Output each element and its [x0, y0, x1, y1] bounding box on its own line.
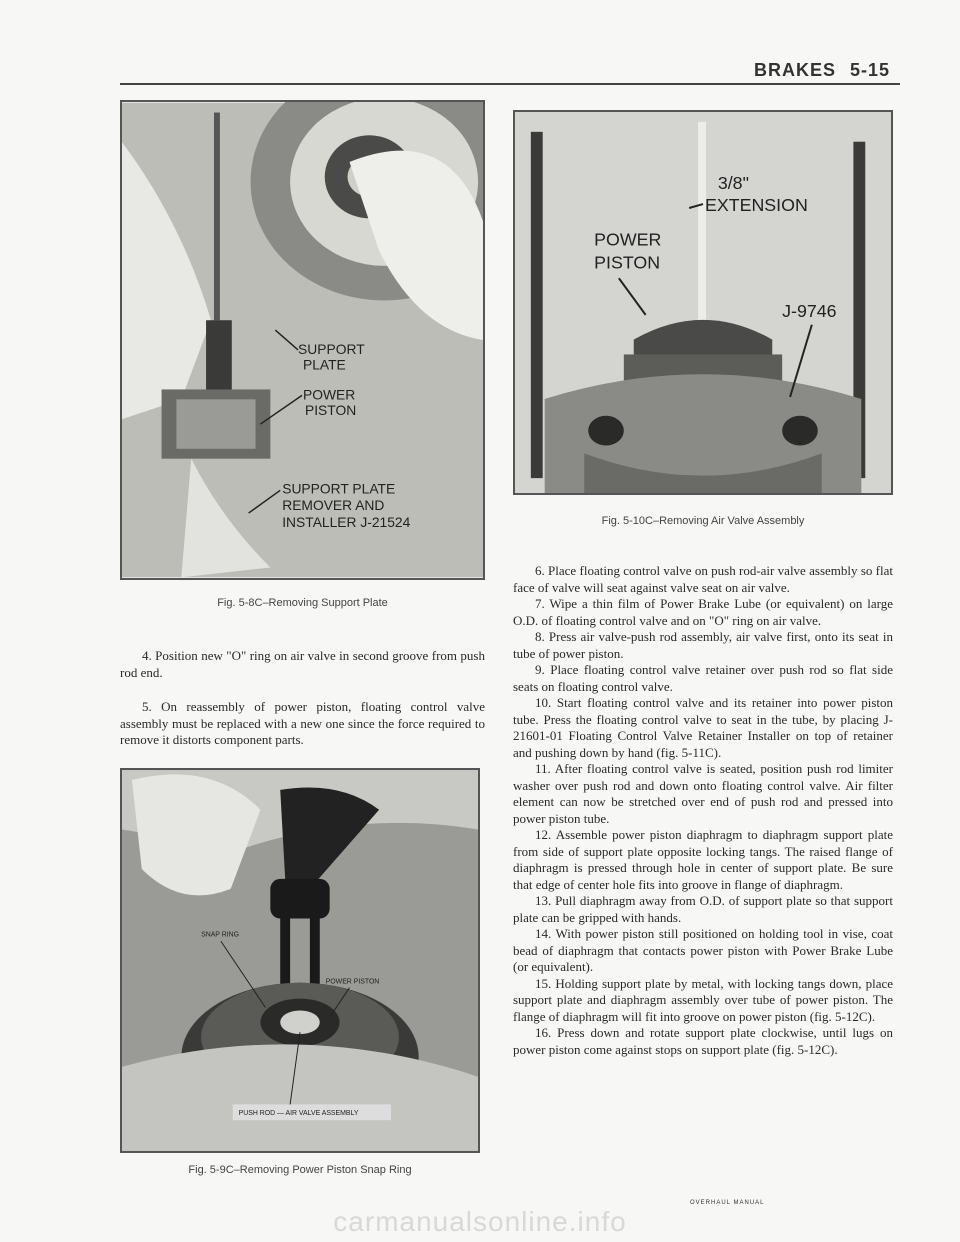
- header-rule: [120, 83, 900, 85]
- step-4: 4. Position new "O" ring on air valve in second groove from push rod end.: [120, 648, 485, 680]
- fig10-label-extension-1: 3/8": [717, 173, 749, 194]
- step-16: 16. Press down and rotate support plate clockwise, until lugs on power piston come against stops on support plate (fig. 5-12C).: [513, 1025, 893, 1057]
- air-valve-removal-image: [515, 112, 891, 493]
- left-column-text: [120, 648, 485, 749]
- support-plate-removal-image: [122, 102, 483, 578]
- section-title: BRAKES: [753, 60, 836, 80]
- step-15: 15. Holding support plate by metal, with locking tangs down, place support plate and diaphragm assembly over tube of power piston. The flange of diaphragm will fit into groove on power piston (fig. 5-12C).: [513, 975, 893, 1024]
- page-number: 5-15: [849, 60, 890, 80]
- step-14: 14. With power piston still positioned on holding tool in vise, coat bead of diaphragm that contacts power piston with Power Brake Lube (or equivalent).: [513, 926, 893, 974]
- figure-5-9c-photo: [120, 768, 480, 1153]
- step-13: 13. Pull diaphragm away from O.D. of support plate so that support plate can be gripped with hands.: [513, 893, 893, 925]
- step-11: 11. After floating control valve is seated, position push rod limiter washer over push rod and down onto floating control valve. Air filter element can now be stretched over end of push rod and pressed into power piston tube.: [513, 761, 893, 826]
- fig8-label-power-piston-1: POWER: [302, 386, 356, 403]
- step-7: 7. Wipe a thin film of Power Brake Lube (or equivalent) on large O.D. of floating control valve and on "O" ring on air valve.: [513, 596, 893, 628]
- fig9-label-power-piston: POWER PISTON: [325, 978, 380, 986]
- step-6: 6. Place floating control valve on push rod-air valve assembly so flat face of valve will seat against valve seat on air valve.: [513, 563, 893, 595]
- fig8-label-remover-1: SUPPORT PLATE: [282, 480, 396, 497]
- fig8-label-power-piston-2: PISTON: [304, 402, 357, 419]
- snap-ring-removal-image: [122, 770, 478, 1151]
- fig8-label-remover-3: INSTALLER J-21524: [282, 513, 411, 530]
- step-12: 12. Assemble power piston diaphragm to diaphragm support plate from side of support plate opposite locking tangs. The raised flange of diaphragm is pressed through hole in center of support plate. Be sure that edge of center hole fits into groove in flange of diaphragm.: [513, 827, 893, 892]
- figure-5-8c-photo: [120, 100, 485, 580]
- fig9-label-push-rod: PUSH ROD — AIR VALVE ASSEMBLY: [238, 1110, 359, 1118]
- figure-5-9c-caption: Fig. 5-9C–Removing Power Piston Snap Ring: [188, 1164, 412, 1176]
- watermark: carmanualsonline.info: [333, 1206, 627, 1237]
- figure-5-8c-caption: Fig. 5-8C–Removing Support Plate: [217, 597, 388, 609]
- figure-5-10c-caption: Fig. 5-10C–Removing Air Valve Assembly: [601, 515, 805, 527]
- fig8-label-support-plate-1: SUPPORT: [298, 340, 365, 357]
- fig10-label-power-piston-2: PISTON: [594, 252, 661, 273]
- step-9: 9. Place floating control valve retainer over push rod so flat side seats on floating control valve.: [513, 662, 893, 694]
- fig10-label-power-piston-1: POWER: [594, 229, 662, 250]
- fig9-label-snap-ring: SNAP RING: [201, 931, 239, 939]
- fig10-label-extension-2: EXTENSION: [704, 194, 808, 215]
- fig8-label-remover-2: REMOVER AND: [282, 497, 385, 514]
- step-5: 5. On reassembly of power piston, floating control valve assembly must be replaced with a new one since the force required to remove it distorts component parts.: [120, 699, 485, 747]
- fig8-label-support-plate-2: PLATE: [302, 356, 346, 373]
- right-column-text: [513, 563, 893, 1058]
- step-8: 8. Press air valve-push rod assembly, air valve first, onto its seat in tube of power piston.: [513, 629, 893, 661]
- footer-manual-label: OVERHAUL MANUAL: [690, 1200, 765, 1206]
- step-10: 10. Start floating control valve and its retainer into power piston tube. Press the floating control valve to seat in the tube, by placing J-21601-01 Floating Control Valve Retainer Installer on top of retainer and pushing down by hand (fig. 5-11C).: [513, 695, 893, 760]
- page-header: [754, 60, 890, 81]
- figure-5-10c-photo: [513, 110, 893, 495]
- fig10-label-tool: J-9746: [782, 300, 837, 321]
